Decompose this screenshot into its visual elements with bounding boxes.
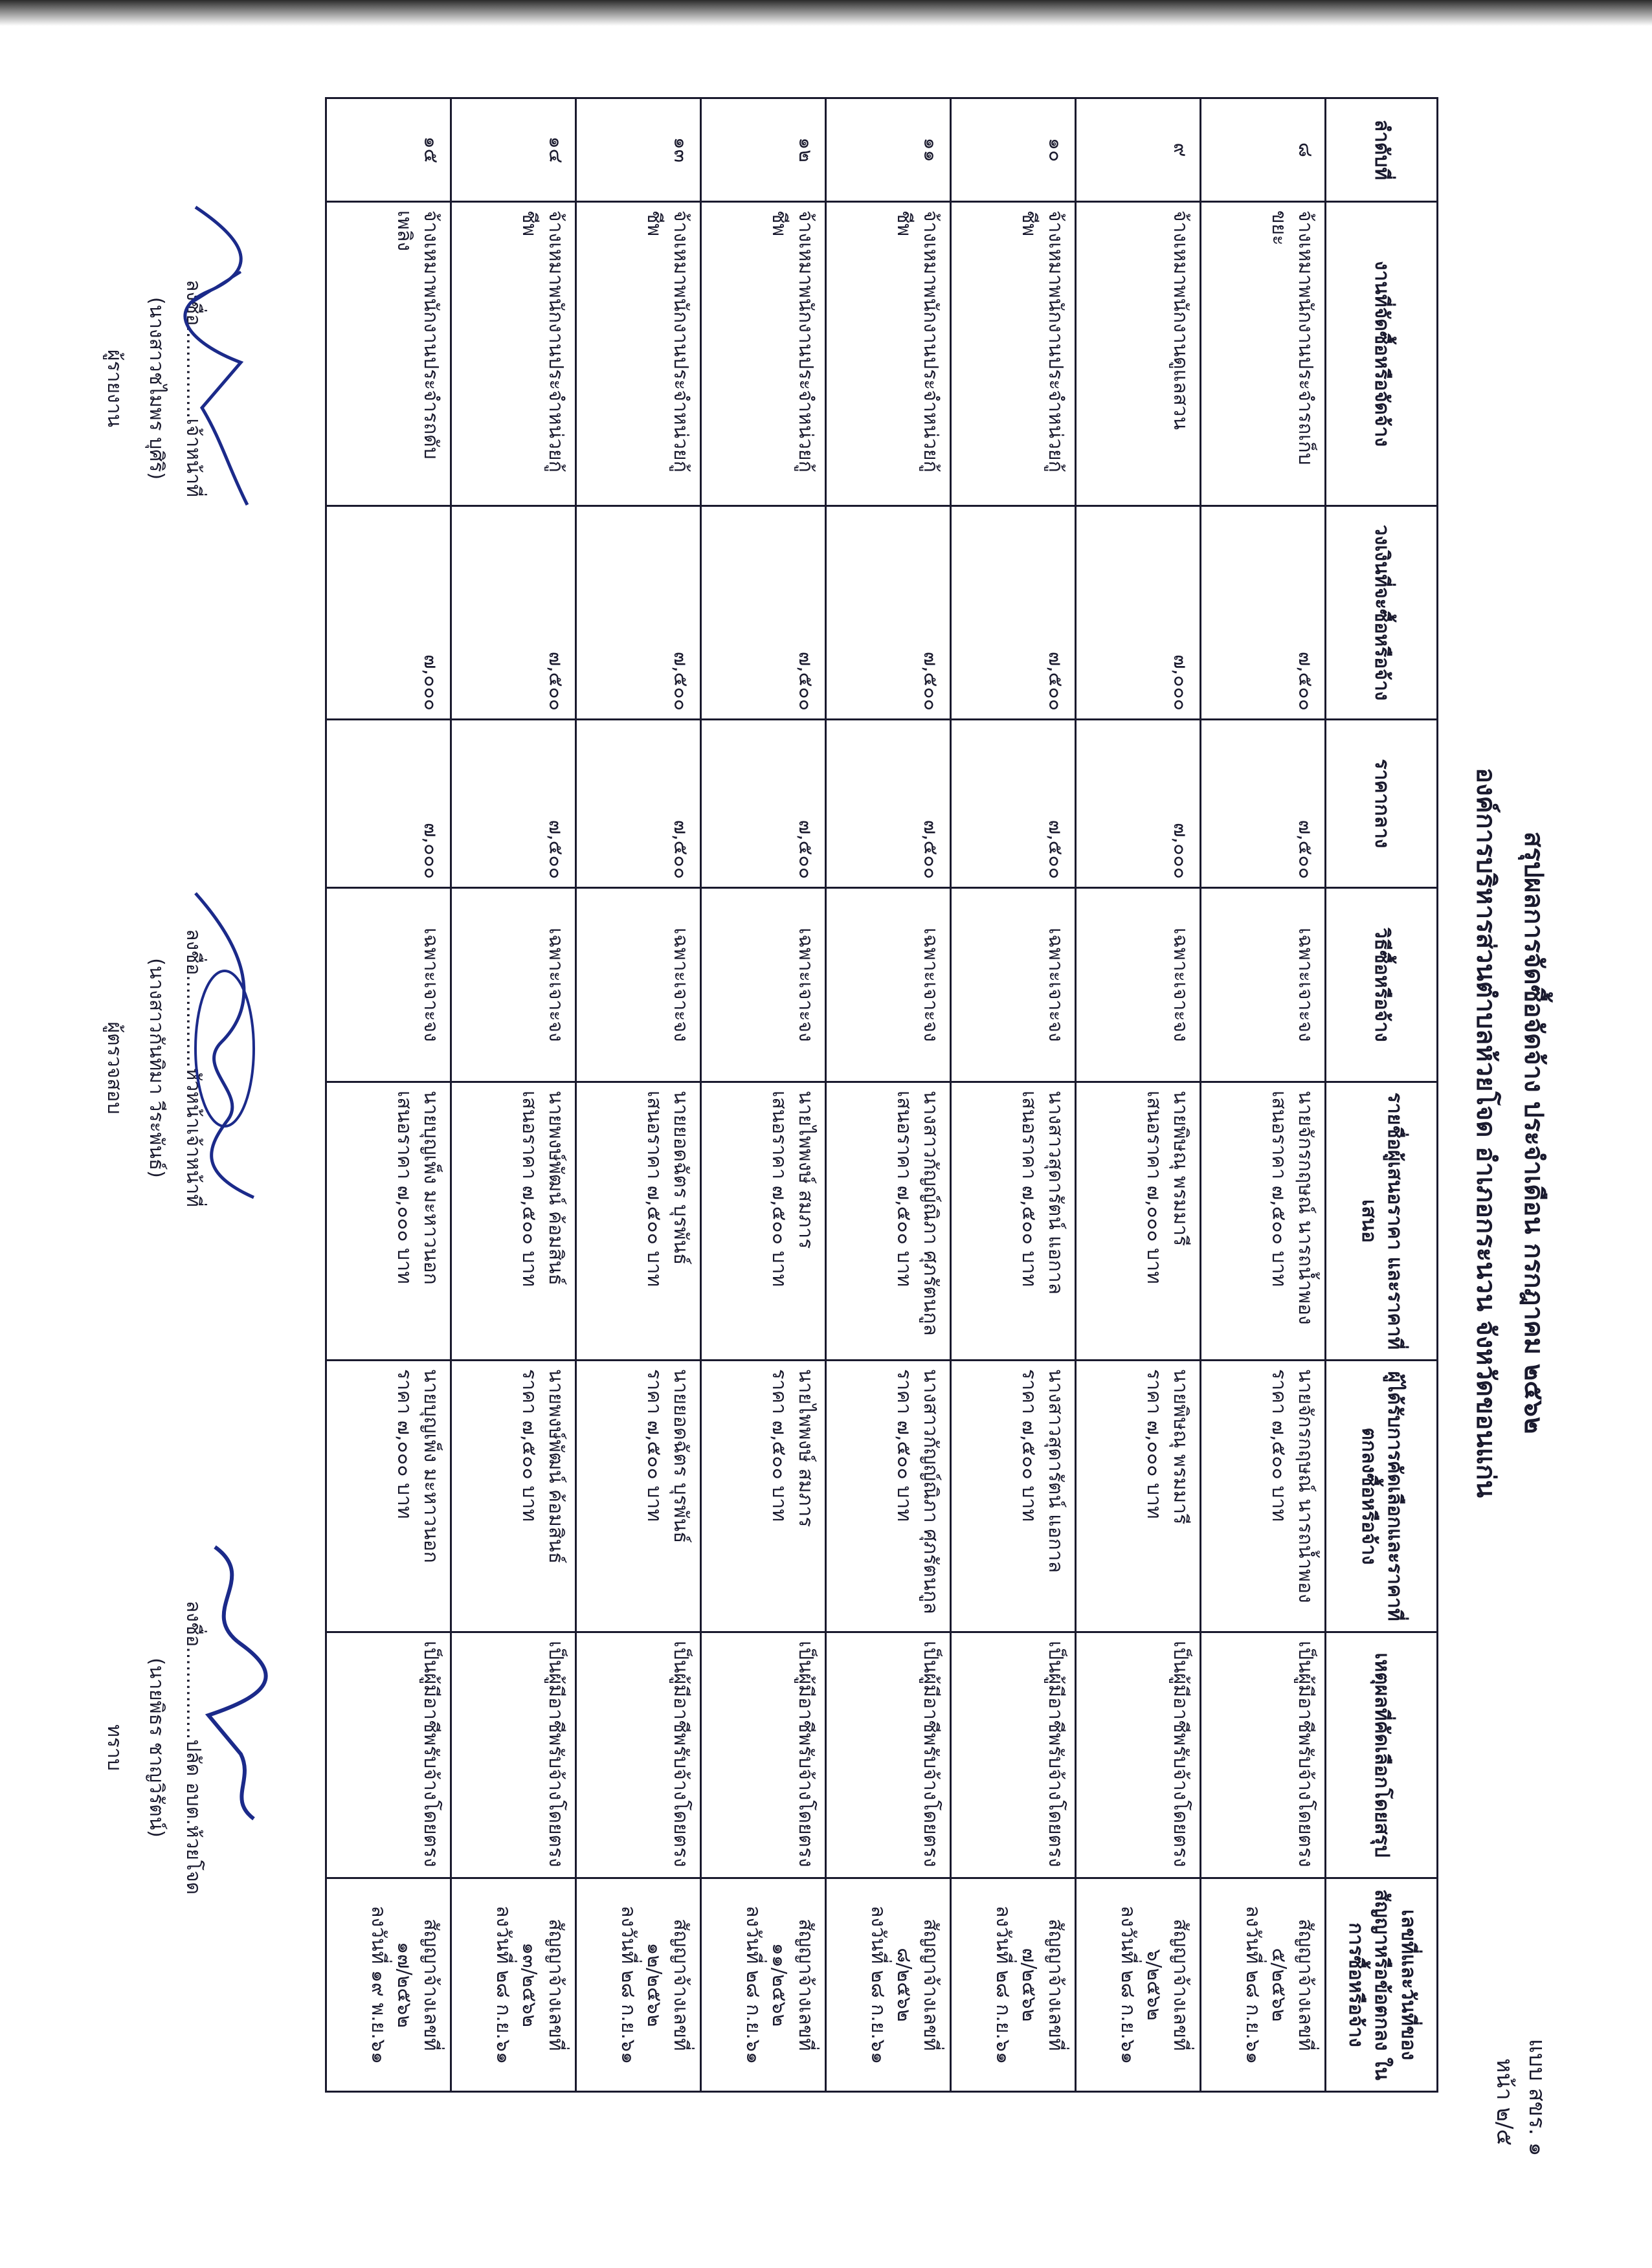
signature-line: ลงชื่อ...............เจ้าหน้าที่ <box>182 279 205 498</box>
signature-role: ผู้รายงาน <box>103 349 126 428</box>
bidder-price: เสนอราคา ๗,๕๐๐ บาท <box>1018 1091 1041 1287</box>
table-row <box>451 98 576 2092</box>
bidder-price: เสนอราคา ๗,๕๐๐ บาท <box>893 1091 916 1287</box>
cell-median: ๗,๕๐๐ <box>951 720 1076 888</box>
cell-contract <box>701 1878 826 2092</box>
cell-winner <box>451 1361 576 1632</box>
cell-budget: ๗,๕๐๐ <box>701 506 826 720</box>
bidder-price: เสนอราคา ๗,๕๐๐ บาท <box>768 1091 791 1287</box>
signature-officer <box>93 97 208 680</box>
table-row <box>1076 98 1201 2092</box>
cell-median: ๗,๕๐๐ <box>451 720 576 888</box>
table-row <box>326 98 451 2092</box>
winner-price: ราคา ๗,๕๐๐ บาท <box>518 1369 541 1522</box>
cell-item: จ้างเหมาพนักงานประจำหน่วยกู้ชีพ <box>951 202 1076 506</box>
signature-name: (นางสาวกันทิมา วีระพันธ์) <box>145 958 168 1178</box>
cell-item: จ้างเหมาพนักงานประจำหน่วยกู้ชีพ <box>826 202 951 506</box>
signature-name: (นางสาวชไมพร บุศิริ) <box>145 296 168 480</box>
bidder-price: เสนอราคา ๗,๕๐๐ บาท <box>643 1091 666 1287</box>
contract-no: สัญญาจ้างเลขที่ ๕/๒๕๖๒ <box>1267 1918 1317 2051</box>
cell-bidders <box>826 1082 951 1361</box>
cell-no: ๘ <box>1201 98 1326 202</box>
winner-price: ราคา ๗,๕๐๐ บาท <box>893 1369 916 1522</box>
cell-winner <box>1201 1361 1326 1632</box>
bidder-price: เสนอราคา ๗,๐๐๐ บาท <box>1143 1091 1166 1284</box>
winner-name: นางสาวสุดารัตน์ แอกาล <box>1044 1369 1067 1573</box>
winner-price: ราคา ๗,๐๐๐ บาท <box>1143 1369 1166 1519</box>
table-row <box>701 98 826 2092</box>
cell-contract <box>1201 1878 1326 2092</box>
cell-reason: เป็นผู้มีอาชีพรับจ้างโดยตรง <box>576 1632 701 1878</box>
cell-method: เฉพาะเจาะจง <box>451 888 576 1082</box>
cell-no: ๑๐ <box>951 98 1076 202</box>
winner-name: นายยอดฉัตร บุรพันธ์ <box>669 1369 692 1544</box>
cell-bidders <box>326 1082 451 1361</box>
contract-no: สัญญาจ้างเลขที่ ๘/๒๕๖๒ <box>893 1918 942 2051</box>
contract-date: ลงวันที่ ๒๘ ก.ย.๖๑ <box>617 1905 640 2065</box>
cell-method: เฉพาะเจาะจง <box>826 888 951 1082</box>
cell-winner <box>326 1361 451 1632</box>
cell-contract <box>451 1878 576 2092</box>
cell-winner <box>1076 1361 1201 1632</box>
cell-no: ๑๔ <box>451 98 576 202</box>
cell-budget: ๗,๕๐๐ <box>951 506 1076 720</box>
bidder-name: นายพิษณุ พรมมารี <box>1169 1091 1192 1247</box>
signature-head <box>93 777 208 1359</box>
table-row <box>576 98 701 2092</box>
winner-price: ราคา ๗,๐๐๐ บาท <box>393 1369 416 1519</box>
cell-bidders <box>1076 1082 1201 1361</box>
cell-winner <box>701 1361 826 1632</box>
winner-name: นายจักรกฤษณ์ นารถน้ำพอง <box>1294 1369 1317 1603</box>
contract-date: ลงวันที่ ๒๘ ก.ย.๖๑ <box>492 1905 515 2065</box>
col-header-reason: เหตุผลที่คัดเลือกโดยสรุป <box>1326 1632 1438 1878</box>
cell-winner <box>826 1361 951 1632</box>
contract-date: ลงวันที่ ๒๘ ก.ย.๖๑ <box>992 1905 1014 2065</box>
form-code: แบบ สขร. ๑ <box>1524 2039 1550 2157</box>
bidder-name: นางสาวกัญญ์ณิภา ศุภรัตนกูล <box>919 1091 942 1336</box>
winner-price: ราคา ๗,๕๐๐ บาท <box>1267 1369 1291 1522</box>
organization-title: องค์การบริหารส่วนตำบลห้วยโจด อำเภอกระนวน จังหวัดขอนแก่น <box>1471 768 1501 1498</box>
winner-price: ราคา ๗,๕๐๐ บาท <box>768 1369 791 1522</box>
col-header-item: งานที่จัดซื้อหรือจัดจ้าง <box>1326 202 1438 506</box>
bidder-name: นายยอดฉัตร บุรพันธ์ <box>669 1091 692 1265</box>
cell-contract <box>826 1878 951 2092</box>
cell-item: จ้างเหมาพนักงานประจำรถดับเพลิง <box>326 202 451 506</box>
cell-method: เฉพาะเจาะจง <box>1076 888 1201 1082</box>
table-row <box>826 98 951 2092</box>
cell-reason: เป็นผู้มีอาชีพรับจ้างโดยตรง <box>451 1632 576 1878</box>
document-title: สรุปผลการจัดซื้อจัดจ้าง ประจำเดือน กรกฎาคม ๒๕๖๒ <box>1519 831 1548 1434</box>
cell-median: ๗,๕๐๐ <box>826 720 951 888</box>
cell-budget: ๗,๕๐๐ <box>1201 506 1326 720</box>
bidder-price: เสนอราคา ๗,๐๐๐ บาท <box>393 1091 416 1284</box>
cell-budget: ๗,๕๐๐ <box>826 506 951 720</box>
col-header-method: วิธีซื้อหรือจ้าง <box>1326 888 1438 1082</box>
contract-date: ลงวันที่ ๑๙ พ.ย.๖๑ <box>367 1906 390 2064</box>
contract-no: สัญญาจ้างเลขที่ ๖/๒๕๖๒ <box>1143 1918 1192 2051</box>
procurement-table <box>325 97 1438 2093</box>
cell-budget: ๗,๕๐๐ <box>451 506 576 720</box>
page-number: หน้า ๒/๕ <box>1491 2058 1517 2146</box>
title-block <box>1466 194 1555 2071</box>
winner-name: นางสาวกัญญ์ณิภา ศุภรัตนกูล <box>919 1369 942 1614</box>
bidder-name: นายไพพงษ์ สมภาร <box>794 1091 817 1249</box>
signature-chief <box>93 1456 208 2039</box>
cell-contract <box>576 1878 701 2092</box>
table-header-row <box>1326 98 1438 2092</box>
cell-item: จ้างเหมาพนักงานดูแลสวน <box>1076 202 1201 506</box>
signature-role: ผู้ตรวจสอบ <box>103 1021 126 1115</box>
bidder-name: นายพงษ์พัฒน์ ค้อมสินธ์ <box>544 1091 567 1286</box>
cell-reason: เป็นผู้มีอาชีพรับจ้างโดยตรง <box>701 1632 826 1878</box>
cell-bidders <box>451 1082 576 1361</box>
cell-median: ๗,๕๐๐ <box>576 720 701 888</box>
cell-method: เฉพาะเจาะจง <box>576 888 701 1082</box>
cell-median: ๗,๐๐๐ <box>326 720 451 888</box>
signature-line: ลงชื่อ...............ปลัด อบต.ห้วยโจด <box>182 1600 205 1895</box>
winner-price: ราคา ๗,๕๐๐ บาท <box>1018 1369 1041 1522</box>
cell-item: จ้างเหมาพนักงานประจำหน่วยกู้ชีพ <box>576 202 701 506</box>
cell-item: จ้างเหมาพนักงานประจำรถเก็บขยะ <box>1201 202 1326 506</box>
cell-no: ๑๒ <box>701 98 826 202</box>
cell-no: ๑๕ <box>326 98 451 202</box>
cell-method: เฉพาะเจาะจง <box>1201 888 1326 1082</box>
cell-budget: ๗,๐๐๐ <box>326 506 451 720</box>
cell-budget: ๗,๐๐๐ <box>1076 506 1201 720</box>
bidder-name: นายจักรกฤษณ์ นารถน้ำพอง <box>1294 1091 1317 1325</box>
col-header-bidders: รายชื่อผู้เสนอราคา และราคาที่เสนอ <box>1326 1082 1438 1361</box>
cell-contract <box>951 1878 1076 2092</box>
col-header-median: ราคากลาง <box>1326 720 1438 888</box>
contract-date: ลงวันที่ ๒๘ ก.ย.๖๑ <box>742 1905 765 2065</box>
table-row <box>951 98 1076 2092</box>
cell-item: จ้างเหมาพนักงานประจำหน่วยกู้ชีพ <box>451 202 576 506</box>
cell-median: ๗,๕๐๐ <box>1201 720 1326 888</box>
cell-no: ๑๑ <box>826 98 951 202</box>
contract-no: สัญญาจ้างเลขที่ ๗/๒๕๖๒ <box>1018 1918 1067 2051</box>
cell-budget: ๗,๕๐๐ <box>576 506 701 720</box>
cell-bidders <box>576 1082 701 1361</box>
cell-reason: เป็นผู้มีอาชีพรับจ้างโดยตรง <box>1201 1632 1326 1878</box>
col-header-budget: วงเงินที่จะซื้อหรือจ้าง <box>1326 506 1438 720</box>
cell-method: เฉพาะเจาะจง <box>951 888 1076 1082</box>
cell-no: ๑๓ <box>576 98 701 202</box>
cell-item: จ้างเหมาพนักงานประจำหน่วยกู้ชีพ <box>701 202 826 506</box>
cell-median: ๗,๐๐๐ <box>1076 720 1201 888</box>
cell-winner <box>576 1361 701 1632</box>
cell-bidders <box>1201 1082 1326 1361</box>
cell-reason: เป็นผู้มีอาชีพรับจ้างโดยตรง <box>826 1632 951 1878</box>
col-header-contract: เลขที่และวันที่ของสัญญาหรือข้อตกลง ในการซื้อหรือจ้าง <box>1326 1878 1438 2092</box>
cell-bidders <box>951 1082 1076 1361</box>
cell-reason: เป็นผู้มีอาชีพรับจ้างโดยตรง <box>1076 1632 1201 1878</box>
signature-role: ทราบ <box>103 1724 126 1771</box>
contract-no: สัญญาจ้างเลขที่ ๑๗/๒๕๖๒ <box>393 1918 442 2051</box>
cell-winner <box>951 1361 1076 1632</box>
cell-reason: เป็นผู้มีอาชีพรับจ้างโดยตรง <box>951 1632 1076 1878</box>
winner-name: นายพิษณุ พรมมารี <box>1169 1369 1192 1525</box>
signature-line: ลงชื่อ...............หัวหน้าเจ้าหน้าที่ <box>182 929 205 1207</box>
cell-method: เฉพาะเจาะจง <box>326 888 451 1082</box>
winner-price: ราคา ๗,๕๐๐ บาท <box>643 1369 666 1522</box>
cell-median: ๗,๕๐๐ <box>701 720 826 888</box>
cell-reason: เป็นผู้มีอาชีพรับจ้างโดยตรง <box>326 1632 451 1878</box>
contract-date: ลงวันที่ ๒๘ ก.ย.๖๑ <box>867 1905 889 2065</box>
cell-no: ๙ <box>1076 98 1201 202</box>
cell-method: เฉพาะเจาะจง <box>701 888 826 1082</box>
cell-bidders <box>701 1082 826 1361</box>
table-row <box>1201 98 1326 2092</box>
winner-name: นายไพพงษ์ สมภาร <box>794 1369 817 1528</box>
contract-no: สัญญาจ้างเลขที่ ๑๓/๒๕๖๒ <box>518 1918 567 2051</box>
col-header-winner: ผู้ได้รับการคัดเลือกและราคาที่ตกลงซื้อหรือจ้าง <box>1326 1361 1438 1632</box>
cell-contract <box>326 1878 451 2092</box>
signature-name: (นายพิธร ชาญวิรัตน์) <box>145 1658 168 1838</box>
bidder-price: เสนอราคา ๗,๕๐๐ บาท <box>1267 1091 1291 1287</box>
bidder-name: นายบุญเพ็ง มะหาวนอก <box>419 1091 442 1285</box>
contract-date: ลงวันที่ ๒๘ ก.ย.๖๑ <box>1117 1905 1139 2065</box>
winner-name: นายพงษ์พัฒน์ ค้อมสินธ์ <box>544 1369 567 1564</box>
contract-date: ลงวันที่ ๒๘ ก.ย.๖๑ <box>1242 1905 1264 2065</box>
winner-name: นายบุญเพ็ง มะหาวนอก <box>419 1369 442 1563</box>
contract-no: สัญญาจ้างเลขที่ ๑๑/๒๕๖๒ <box>768 1918 817 2051</box>
bidder-name: นางสาวสุดารัตน์ แอกาล <box>1044 1091 1067 1295</box>
bidder-price: เสนอราคา ๗,๕๐๐ บาท <box>518 1091 541 1287</box>
contract-no: สัญญาจ้างเลขที่ ๑๒/๒๕๖๒ <box>643 1918 692 2051</box>
cell-contract <box>1076 1878 1201 2092</box>
col-header-no: ลำดับที่ <box>1326 98 1438 202</box>
